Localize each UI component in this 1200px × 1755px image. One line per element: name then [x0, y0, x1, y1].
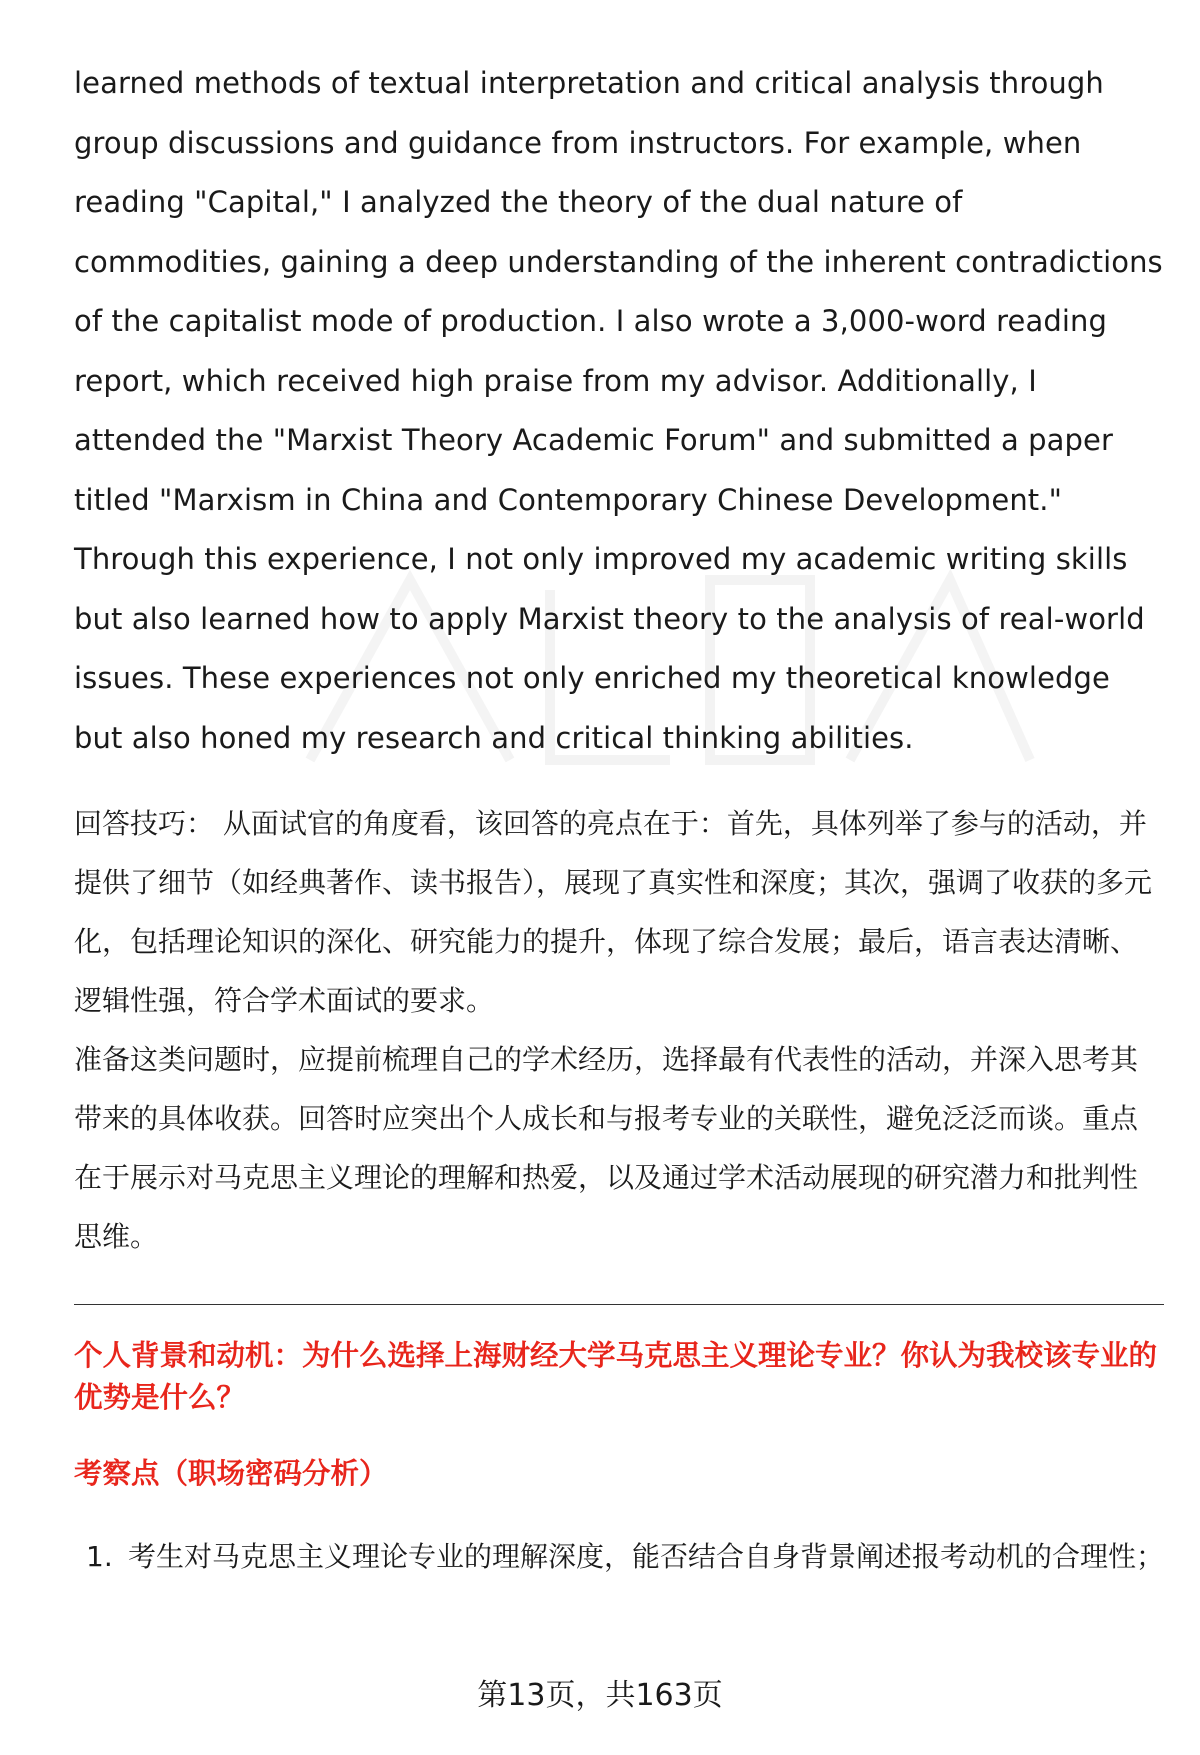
assessment-points-list [74, 1527, 1164, 1586]
tips-paragraph-2: 准备这类问题时，应提前梳理自己的学术经历，选择最有代表性的活动，并深入思考其带来的具体收获。回答时应突出个人成长和与报考专业的关联性，避免泛泛而谈。重点在于展示对马克思主义理论的理解和热爱，以及通过学术活动展现的研究潜力和批判性思维。 [74, 1043, 1139, 1253]
list-item [74, 1527, 1164, 1586]
tips-paragraph-1: 回答技巧： 从面试官的角度看，该回答的亮点在于：首先，具体列举了参与的活动，并提供了细节（如经典著作、读书报告），展现了真实性和深度；其次，强调了收获的多元化，包括理论知识的深化、研究能力的提升，体现了综合发展；最后，语言表达清晰、逻辑性强，符合学术面试的要求。 [74, 807, 1153, 1017]
question-heading: 个人背景和动机：为什么选择上海财经大学马克思主义理论专业？你认为我校该专业的优势是什么？ [74, 1339, 1158, 1414]
section-divider [74, 1304, 1164, 1305]
page-number-footer: 第13页，共163页 [477, 1678, 723, 1713]
list-item-text: 考生对马克思主义理论专业的理解深度，能否结合自身背景阐述报考动机的合理性； [128, 1540, 1165, 1573]
list-item-number: 1. [86, 1540, 113, 1573]
answer-paragraph: learned methods of textual interpretation and critical analysis through group discussions and guidance from instructors. For example, when reading "Capital," I analyzed the theory of the dual nature of commodities, gaining a deep understanding of the inherent contradictions of the capitalist mode of production. I also wrote a 3,000-word reading report, which received high praise from my advisor. Additionally, I attended the "Marxist Theory Academic Forum" and submitted a paper titled "Marxism in China and Contemporary Chinese Development." Through this experience, I not only improved my academic writing skills but also learned how to apply Marxist theory to the analysis of real-world issues. These experiences not only enriched my theoretical knowledge but also honed my research and critical thinking abilities. [74, 66, 1163, 755]
answer-tips [74, 794, 1164, 1266]
main-content [74, 54, 1164, 1586]
assessment-points-heading: 考察点（职场密码分析） [74, 1457, 388, 1490]
